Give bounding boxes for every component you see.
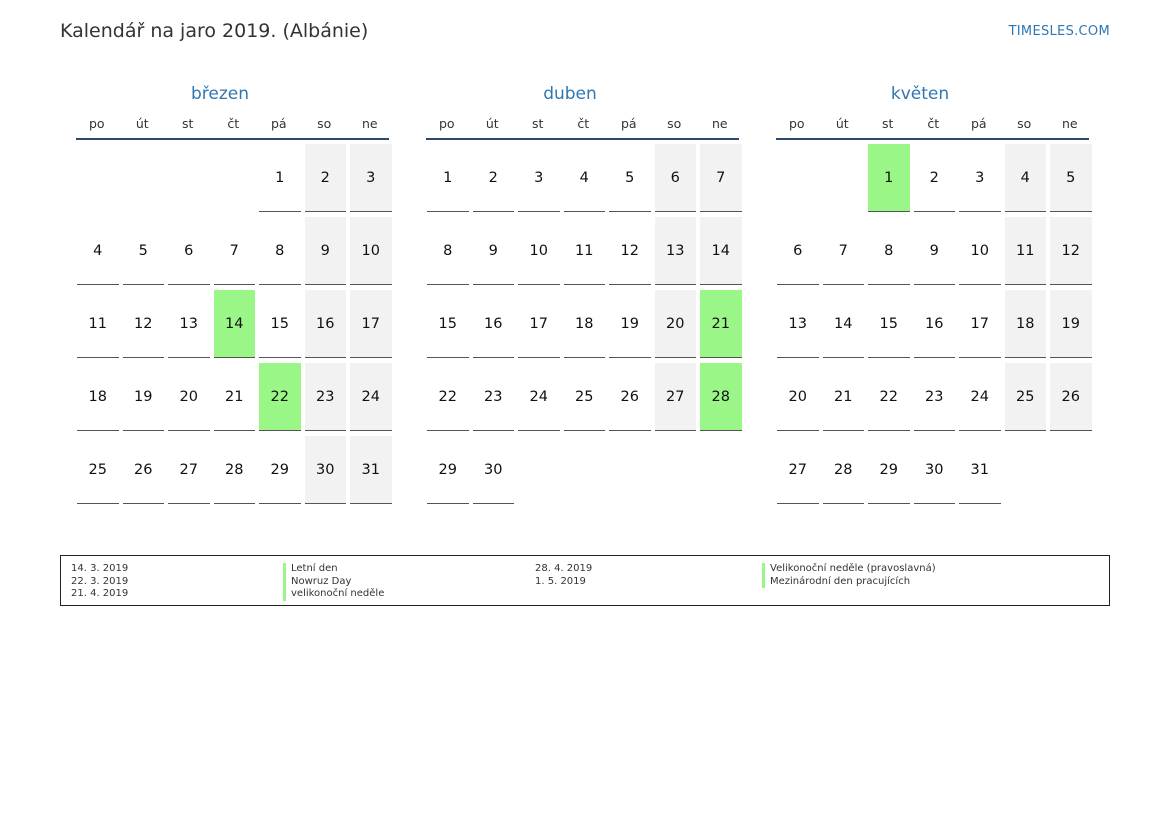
day-grid — [77, 144, 380, 504]
day-cell: 5 — [1050, 144, 1092, 212]
day-grid — [777, 144, 1080, 504]
empty-day — [123, 144, 165, 212]
weekday-header — [76, 116, 389, 140]
day-cell: 3 — [959, 144, 1001, 212]
legend-date: 14. 3. 2019 — [71, 563, 129, 574]
holiday-day-cell: 22 — [259, 363, 301, 431]
weekday-label: so — [317, 116, 332, 131]
day-cell: 15 — [868, 290, 910, 358]
legend-date: 28. 4. 2019 — [535, 563, 593, 574]
weekday-label: po — [788, 116, 805, 131]
day-cell: 8 — [868, 217, 910, 285]
day-cell: 6 — [168, 217, 210, 285]
weekday-label: ne — [711, 116, 728, 131]
day-cell: 7 — [700, 144, 742, 212]
day-cell: 20 — [655, 290, 697, 358]
day-cell: 28 — [823, 436, 865, 504]
site-link[interactable]: TIMESLES.COM — [1008, 24, 1110, 39]
weekday-label: st — [182, 116, 194, 131]
day-cell: 25 — [77, 436, 119, 504]
day-cell: 2 — [473, 144, 515, 212]
day-cell: 7 — [823, 217, 865, 285]
legend-holiday-name: Nowruz Day — [283, 576, 384, 589]
day-cell: 20 — [168, 363, 210, 431]
day-cell: 13 — [655, 217, 697, 285]
weekday-label: čt — [577, 116, 590, 131]
day-cell: 9 — [473, 217, 515, 285]
day-cell: 22 — [427, 363, 469, 431]
weekday-label: pá — [970, 116, 987, 131]
holiday-day-cell: 1 — [868, 144, 910, 212]
legend-holiday-name: Velikonoční neděle (pravoslavná) — [762, 563, 936, 576]
day-cell: 9 — [305, 217, 347, 285]
weekday-header — [426, 116, 739, 140]
day-cell: 1 — [427, 144, 469, 212]
weekday-label: po — [438, 116, 455, 131]
day-cell: 16 — [473, 290, 515, 358]
day-cell: 2 — [914, 144, 956, 212]
day-cell: 19 — [123, 363, 165, 431]
empty-day — [823, 144, 865, 212]
holiday-day-cell: 28 — [700, 363, 742, 431]
day-cell: 6 — [777, 217, 819, 285]
day-cell: 25 — [1005, 363, 1047, 431]
day-cell: 31 — [350, 436, 392, 504]
weekday-label: čt — [927, 116, 940, 131]
legend-date: 1. 5. 2019 — [535, 575, 586, 587]
day-cell: 21 — [823, 363, 865, 431]
day-cell: 12 — [1050, 217, 1092, 285]
empty-day — [77, 144, 119, 212]
day-cell: 27 — [655, 363, 697, 431]
day-cell: 18 — [564, 290, 606, 358]
day-cell: 8 — [427, 217, 469, 285]
holiday-legend — [60, 555, 1110, 606]
day-cell: 19 — [1050, 290, 1092, 358]
empty-day — [168, 144, 210, 212]
holiday-day-cell: 21 — [700, 290, 742, 358]
day-cell: 4 — [77, 217, 119, 285]
day-cell: 29 — [259, 436, 301, 504]
day-cell: 3 — [518, 144, 560, 212]
day-cell: 15 — [259, 290, 301, 358]
day-cell: 26 — [123, 436, 165, 504]
day-cell: 10 — [350, 217, 392, 285]
day-cell: 24 — [518, 363, 560, 431]
weekday-label: út — [485, 116, 499, 131]
day-cell: 23 — [305, 363, 347, 431]
page-title: Kalendář na jaro 2019. (Albánie) — [60, 20, 369, 42]
day-cell: 5 — [123, 217, 165, 285]
day-cell: 14 — [700, 217, 742, 285]
month-1 — [410, 84, 730, 504]
day-cell: 18 — [1005, 290, 1047, 358]
day-cell: 2 — [305, 144, 347, 212]
legend-holiday-name: Mezinárodní den pracujících — [762, 576, 936, 589]
legend-names-left — [283, 563, 384, 601]
day-cell: 30 — [473, 436, 515, 504]
day-cell: 13 — [168, 290, 210, 358]
day-cell: 15 — [427, 290, 469, 358]
day-cell: 11 — [1005, 217, 1047, 285]
weekday-label: pá — [620, 116, 637, 131]
day-cell: 22 — [868, 363, 910, 431]
day-cell: 4 — [1005, 144, 1047, 212]
weekday-header — [776, 116, 1089, 140]
day-cell: 6 — [655, 144, 697, 212]
day-cell: 30 — [914, 436, 956, 504]
weekday-label: ne — [1061, 116, 1078, 131]
legend-holiday-name: Letní den — [283, 563, 384, 576]
day-cell: 28 — [214, 436, 256, 504]
weekday-label: út — [835, 116, 849, 131]
legend-holiday-name: velikonoční neděle — [283, 588, 384, 601]
month-name: duben — [543, 84, 597, 104]
weekday-label: ne — [361, 116, 378, 131]
day-cell: 19 — [609, 290, 651, 358]
holiday-day-cell: 14 — [214, 290, 256, 358]
day-cell: 7 — [214, 217, 256, 285]
day-cell: 9 — [914, 217, 956, 285]
month-name: květen — [890, 84, 950, 104]
weekday-label: út — [135, 116, 149, 131]
day-cell: 20 — [777, 363, 819, 431]
day-grid — [427, 144, 730, 504]
day-cell: 14 — [823, 290, 865, 358]
day-cell: 17 — [350, 290, 392, 358]
empty-day — [777, 144, 819, 212]
day-cell: 23 — [914, 363, 956, 431]
day-cell: 4 — [564, 144, 606, 212]
day-cell: 10 — [959, 217, 1001, 285]
month-name: březen — [190, 84, 250, 104]
day-cell: 30 — [305, 436, 347, 504]
day-cell: 11 — [564, 217, 606, 285]
legend-date: 21. 4. 2019 — [71, 588, 129, 599]
day-cell: 13 — [777, 290, 819, 358]
month-0 — [60, 84, 380, 504]
day-cell: 16 — [305, 290, 347, 358]
day-cell: 27 — [777, 436, 819, 504]
day-cell: 10 — [518, 217, 560, 285]
month-2 — [760, 84, 1080, 504]
empty-day — [214, 144, 256, 212]
day-cell: 17 — [518, 290, 560, 358]
weekday-label: čt — [227, 116, 240, 131]
legend-dates-right — [535, 563, 592, 588]
day-cell: 3 — [350, 144, 392, 212]
day-cell: 26 — [609, 363, 651, 431]
day-cell: 8 — [259, 217, 301, 285]
weekday-label: po — [88, 116, 105, 131]
day-cell: 21 — [214, 363, 256, 431]
day-cell: 1 — [259, 144, 301, 212]
day-cell: 29 — [868, 436, 910, 504]
legend-dates-left — [71, 563, 128, 601]
weekday-label: so — [667, 116, 682, 131]
legend-date: 22. 3. 2019 — [71, 575, 129, 587]
day-cell: 25 — [564, 363, 606, 431]
weekday-label: pá — [270, 116, 287, 131]
day-cell: 23 — [473, 363, 515, 431]
weekday-label: st — [532, 116, 544, 131]
day-cell: 12 — [609, 217, 651, 285]
weekday-label: st — [882, 116, 894, 131]
day-cell: 31 — [959, 436, 1001, 504]
day-cell: 26 — [1050, 363, 1092, 431]
day-cell: 27 — [168, 436, 210, 504]
day-cell: 16 — [914, 290, 956, 358]
day-cell: 12 — [123, 290, 165, 358]
day-cell: 18 — [77, 363, 119, 431]
day-cell: 5 — [609, 144, 651, 212]
day-cell: 24 — [959, 363, 1001, 431]
day-cell: 24 — [350, 363, 392, 431]
weekday-label: so — [1017, 116, 1032, 131]
day-cell: 11 — [77, 290, 119, 358]
day-cell: 17 — [959, 290, 1001, 358]
legend-names-right — [762, 563, 936, 588]
day-cell: 29 — [427, 436, 469, 504]
